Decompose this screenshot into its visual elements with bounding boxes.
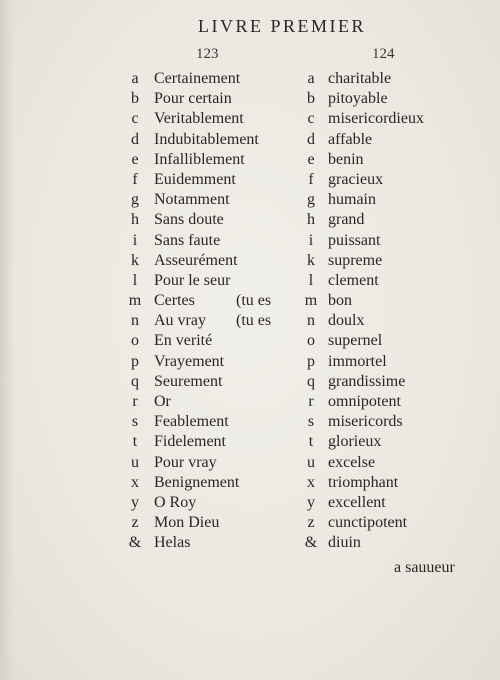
row-letter: f	[308, 170, 314, 188]
row-letter: c	[307, 110, 315, 128]
column-number-left: 123	[196, 46, 219, 62]
row-letter: y	[131, 493, 139, 511]
row-word: Benignement	[154, 473, 240, 491]
row-word: Or	[154, 393, 171, 410]
row-word: Au vray	[154, 312, 206, 330]
row-word: excelse	[328, 453, 376, 471]
row-note: (tu es	[236, 292, 272, 310]
row-word: glorieux	[328, 433, 382, 451]
row-word: Certes	[154, 292, 195, 310]
catchword: a sauueur	[394, 559, 455, 576]
row-word: charitable	[328, 70, 392, 87]
row-letter: e	[307, 150, 315, 168]
row-letter: l	[132, 271, 138, 289]
row-letter: d	[131, 130, 139, 148]
row-letter: r	[132, 393, 138, 410]
row-word: triomphant	[328, 473, 399, 491]
row-letter: s	[307, 413, 315, 431]
row-letter: z	[307, 514, 315, 532]
row-word: supreme	[328, 251, 383, 269]
row-letter: h	[131, 211, 139, 229]
row-letter: a	[307, 70, 315, 87]
row-letter: y	[307, 493, 315, 511]
row-word: misericordieux	[328, 110, 424, 128]
row-word: benin	[328, 150, 364, 168]
row-letter: e	[131, 150, 139, 168]
row-word: Euidemment	[154, 170, 236, 188]
row-letter: n	[307, 312, 315, 330]
row-word: doulx	[328, 312, 365, 330]
row-word: Infalliblement	[154, 150, 245, 168]
row-word: clement	[328, 271, 379, 289]
row-word: Fidelement	[154, 433, 226, 451]
row-word: Indubitablement	[154, 130, 259, 148]
row-letter: u	[307, 453, 315, 471]
row-word: excellent	[328, 493, 386, 511]
row-letter: m	[128, 292, 142, 310]
row-word: affable	[328, 130, 373, 148]
row-letter: k	[307, 251, 315, 269]
row-word: gracieux	[328, 170, 384, 188]
row-word: Pour certain	[154, 90, 232, 108]
row-letter: z	[131, 514, 139, 532]
running-header: LIVRE PREMIER	[198, 16, 367, 36]
row-letter: s	[131, 413, 139, 431]
row-word: immortel	[328, 352, 387, 370]
row-letter: o	[131, 332, 139, 350]
row-word: Sans doute	[154, 211, 224, 229]
row-word: grandissime	[328, 372, 406, 390]
row-word: O Roy	[154, 493, 197, 511]
row-letter: d	[307, 130, 315, 148]
row-word: bon	[328, 292, 352, 310]
row-letter: x	[131, 473, 139, 491]
row-word: puissant	[328, 231, 381, 249]
row-letter: h	[307, 211, 315, 229]
row-letter: b	[307, 90, 315, 108]
row-word: grand	[328, 211, 365, 229]
row-letter: f	[132, 170, 138, 188]
row-letter: p	[307, 352, 315, 370]
row-letter: i	[132, 231, 138, 249]
row-letter: &	[128, 534, 142, 552]
row-letter: u	[131, 453, 139, 471]
row-letter: o	[307, 332, 315, 350]
row-letter: r	[308, 393, 314, 410]
row-word: Seurement	[154, 372, 223, 390]
row-letter: t	[308, 433, 314, 451]
row-letter: b	[131, 90, 139, 108]
row-word: cunctipotent	[328, 514, 408, 532]
row-word: Certainement	[154, 70, 241, 87]
row-word: Helas	[154, 534, 191, 552]
row-word: Notamment	[154, 191, 230, 209]
row-word: Feablement	[154, 413, 229, 431]
column-number-right: 124	[372, 46, 395, 62]
row-word: Asseurément	[154, 251, 238, 269]
row-word: Vrayement	[154, 352, 225, 370]
row-letter: q	[131, 372, 139, 390]
row-word: humain	[328, 191, 376, 209]
row-letter: x	[307, 473, 315, 491]
row-letter: m	[304, 292, 318, 310]
row-letter: q	[307, 372, 315, 390]
row-letter: t	[132, 433, 138, 451]
row-word: supernel	[328, 332, 383, 350]
row-word: pitoyable	[328, 90, 388, 108]
row-word: diuin	[328, 534, 361, 552]
row-letter: g	[131, 191, 139, 209]
row-word: Veritablement	[154, 110, 244, 128]
row-word: omnipotent	[328, 393, 401, 410]
row-letter: &	[304, 534, 318, 552]
row-letter: g	[307, 191, 315, 209]
row-word: Pour le seur	[154, 271, 231, 289]
row-word: Pour vray	[154, 453, 217, 471]
row-word: Sans faute	[154, 231, 221, 249]
row-letter: k	[131, 251, 139, 269]
row-word: En verité	[154, 332, 213, 350]
row-note: (tu es	[236, 312, 272, 330]
row-letter: c	[131, 110, 139, 128]
row-letter: n	[131, 312, 139, 330]
row-letter: i	[308, 231, 314, 249]
row-letter: a	[131, 70, 139, 87]
row-letter: l	[308, 271, 314, 289]
row-word: Mon Dieu	[154, 514, 220, 532]
row-word: misericords	[328, 413, 403, 431]
row-letter: p	[131, 352, 139, 370]
